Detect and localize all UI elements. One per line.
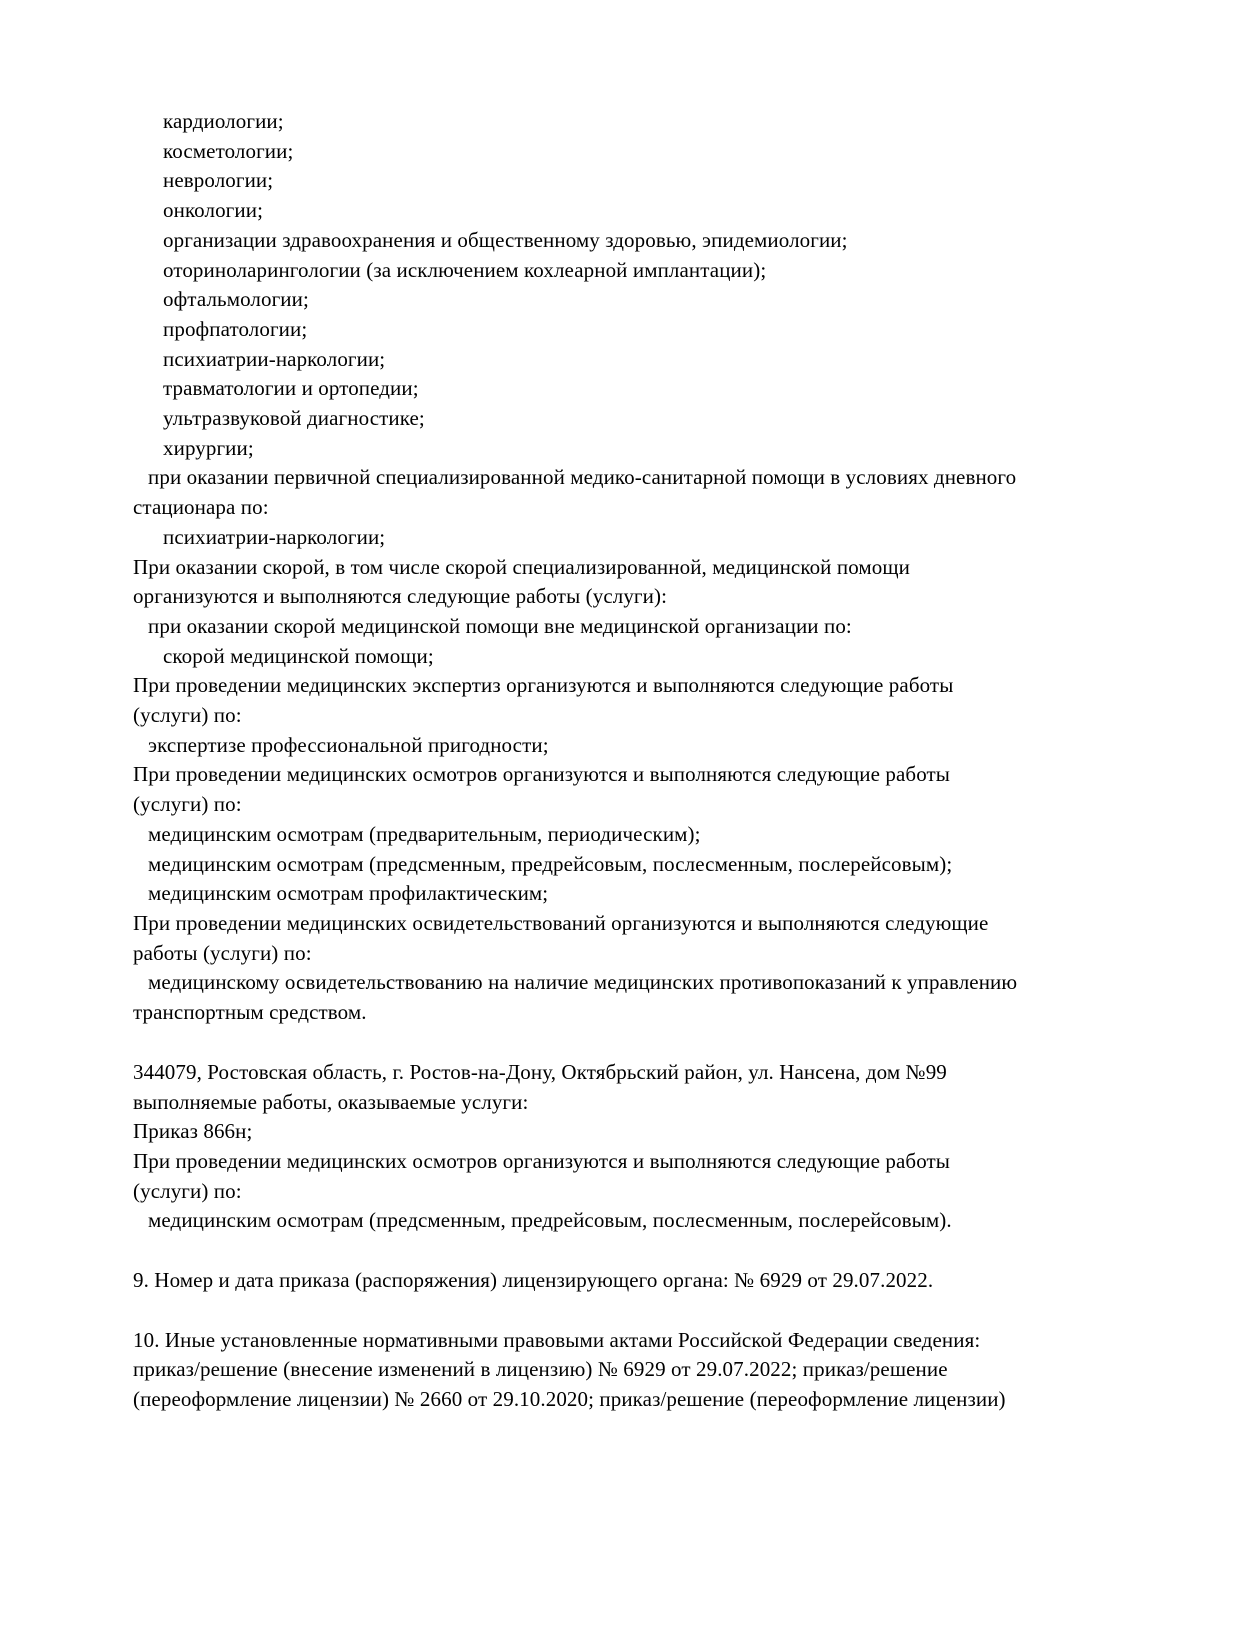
text-line: (услуги) по: xyxy=(133,1178,242,1203)
text-line: профпатологии; xyxy=(163,316,308,341)
text-line: При проведении медицинских осмотров организуются и выполняются следующие работы xyxy=(133,1148,951,1173)
text-line: офтальмологии; xyxy=(163,287,309,312)
text-line: при оказании скорой медицинской помощи вне медицинской организации по: xyxy=(148,613,852,638)
text-line: транспортным средством. xyxy=(133,1000,367,1025)
text-line: неврологии; xyxy=(163,168,274,193)
text-line: медицинскому освидетельствованию на наличие медицинских противопоказаний к управлению xyxy=(148,970,1018,995)
text-line: онкологии; xyxy=(163,198,264,223)
text-line: при оказании первичной специализированной медико-санитарной помощи в условиях дневного xyxy=(148,465,1017,490)
text-line: медицинским осмотрам профилактическим; xyxy=(148,881,549,906)
text-line: При оказании скорой, в том числе скорой специализированной, медицинской помощи xyxy=(133,554,910,579)
text-line: Приказ 866н; xyxy=(133,1119,253,1144)
text-line: 344079, Ростовская область, г. Ростов-на-Дону, Октябрьский район, ул. Нансена, дом №99 xyxy=(133,1059,947,1084)
text-line: выполняемые работы, оказываемые услуги: xyxy=(133,1089,529,1114)
text-line: медицинским осмотрам (предсменным, предрейсовым, послесменным, послерейсовым). xyxy=(148,1208,952,1233)
text-line: медицинским осмотрам (предварительным, периодическим); xyxy=(148,821,701,846)
document-text-block xyxy=(133,107,1133,1415)
text-line: При проведении медицинских осмотров организуются и выполняются следующие работы xyxy=(133,762,951,787)
text-line: кардиологии; xyxy=(163,109,284,133)
text-line: хирургии; xyxy=(163,435,254,460)
text-line: (услуги) по: xyxy=(133,703,242,728)
text-line: работы (услуги) по: xyxy=(133,940,312,965)
text-line: ультразвуковой диагностике; xyxy=(163,406,425,431)
text-line: При проведении медицинских экспертиз организуются и выполняются следующие работы xyxy=(133,673,954,698)
text-line: скорой медицинской помощи; xyxy=(163,643,434,668)
text-line: (услуги) по: xyxy=(133,792,242,817)
text-line: экспертизе профессиональной пригодности; xyxy=(148,732,549,757)
text-line: 10. Иные установленные нормативными правовыми актами Российской Федерации сведения: xyxy=(133,1327,981,1352)
text-line: косметологии; xyxy=(163,138,294,163)
text-line: организации здравоохранения и общественному здоровью, эпидемиологии; xyxy=(163,227,848,252)
text-line: (переоформление лицензии) № 2660 от 29.10.2020; приказ/решение (переоформление лицензии) xyxy=(133,1387,1006,1412)
text-line: 9. Номер и дата приказа (распоряжения) лицензирующего органа: № 6929 от 29.07.2022. xyxy=(133,1268,934,1293)
text-line: психиатрии-наркологии; xyxy=(163,346,386,371)
text-line: медицинским осмотрам (предсменным, предрейсовым, послесменным, послерейсовым); xyxy=(148,851,953,876)
text-line: стационара по: xyxy=(133,495,269,520)
text-line: психиатрии-наркологии; xyxy=(163,524,386,549)
text-line: организуются и выполняются следующие работы (услуги): xyxy=(133,584,668,609)
text-line: При проведении медицинских освидетельствований организуются и выполняются следующие xyxy=(133,910,989,935)
text-line: травматологии и ортопедии; xyxy=(163,376,419,401)
text-line: оториноларингологии (за исключением кохлеарной имплантации); xyxy=(163,257,767,282)
text-line: приказ/решение (внесение изменений в лицензию) № 6929 от 29.07.2022; приказ/решение xyxy=(133,1357,948,1382)
